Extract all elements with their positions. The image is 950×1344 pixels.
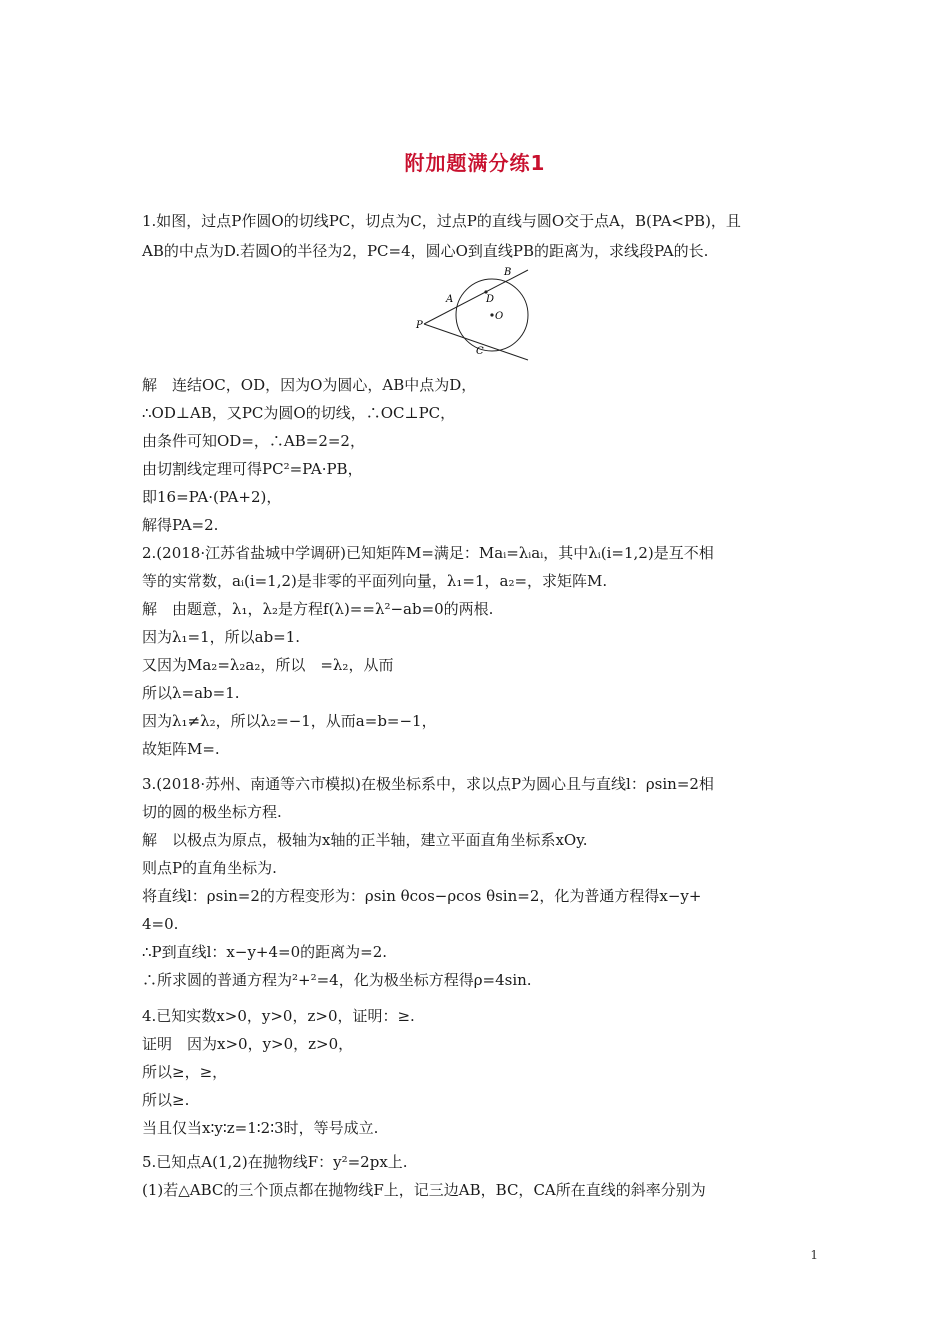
text-line: ∴OD⊥AB，又PC为圆O的切线，∴OC⊥PC， [142, 404, 456, 422]
text-line: 4=0. [142, 915, 179, 933]
text-line: 等的实常数，aᵢ(i=1,2)是非零的平面列向量，λ₁=1，a₂=，求矩阵M. [142, 572, 608, 590]
text-line: ∴P到直线l：x−y+4=0的距离为=2. [142, 943, 388, 961]
text-line: 1.如图，过点P作圆O的切线PC，切点为C，过点P的直线与圆O交于点A，B(PA<PB)，且 [142, 212, 741, 230]
text-line: 则点P的直角坐标为. [142, 859, 277, 877]
text-line: 当且仅当x∶y∶z=1∶2∶3时，等号成立. [142, 1119, 379, 1137]
text-line: 5.已知点A(1,2)在抛物线F：y²=2px上. [142, 1153, 408, 1171]
page-title: 附加题满分练1 [404, 151, 546, 175]
label-c: C [476, 346, 484, 357]
label-a: A [446, 294, 454, 305]
label-o: O [495, 311, 504, 322]
text-line: 故矩阵M=. [142, 740, 220, 758]
label-b: B [504, 267, 512, 278]
page-number: 1 [810, 1248, 818, 1262]
label-p: P [416, 320, 423, 331]
text-line: 将直线l：ρsin=2的方程变形为：ρsin θcos−ρcos θsin=2，化为普通方程得x−y+ [142, 887, 702, 905]
geometry-figure [410, 262, 540, 362]
text-line: ∴所求圆的普通方程为²+²=4，化为极坐标方程得ρ=4sin. [142, 971, 532, 989]
text-line: 由条件可知OD=，∴AB=2=2， [142, 432, 365, 450]
text-line: 解 连结OC，OD，因为O为圆心，AB中点为D， [142, 376, 477, 394]
text-line: 又因为Ma₂=λ₂a₂，所以 =λ₂，从而 [142, 656, 394, 674]
secant-line-pb [424, 270, 528, 324]
text-line: 3.(2018·苏州、南通等六市模拟)在极坐标系中，求以点P为圆心且与直线l：ρsin=2相 [142, 775, 714, 793]
text-line: 4.已知实数x>0，y>0，z>0，证明：≥. [142, 1007, 415, 1025]
text-line: 解 由题意，λ₁，λ₂是方程f(λ)==λ²−ab=0的两根. [142, 600, 494, 618]
text-line: AB的中点为D.若圆O的半径为2，PC=4，圆心O到直线PB的距离为，求线段PA的长. [142, 242, 709, 260]
text-line: 即16=PA·(PA+2)， [142, 488, 282, 506]
text-line: 所以λ=ab=1. [142, 684, 240, 702]
text-line: 所以≥，≥， [142, 1063, 228, 1081]
text-line: 因为λ₁=1，所以ab=1. [142, 628, 301, 646]
text-line: 解得PA=2. [142, 516, 219, 534]
text-line: 证明 因为x>0，y>0，z>0， [142, 1035, 354, 1053]
point-o [490, 313, 493, 316]
text-line: 所以≥. [142, 1091, 190, 1109]
text-line: 2.(2018·江苏省盐城中学调研)已知矩阵M=满足：Maᵢ=λᵢaᵢ，其中λᵢ(i=1,2)是互不相 [142, 544, 714, 562]
text-line: 切的圆的极坐标方程. [142, 803, 282, 821]
label-d: D [486, 294, 495, 305]
text-line: 因为λ₁≠λ₂，所以λ₂=−1，从而a=b=−1， [142, 712, 437, 730]
text-line: (1)若△ABC的三个顶点都在抛物线F上，记三边AB，BC，CA所在直线的斜率分别为 [142, 1181, 706, 1199]
text-line: 解 以极点为原点，极轴为x轴的正半轴，建立平面直角坐标系xOy. [142, 831, 588, 849]
text-line: 由切割线定理可得PC²=PA·PB， [142, 460, 363, 478]
